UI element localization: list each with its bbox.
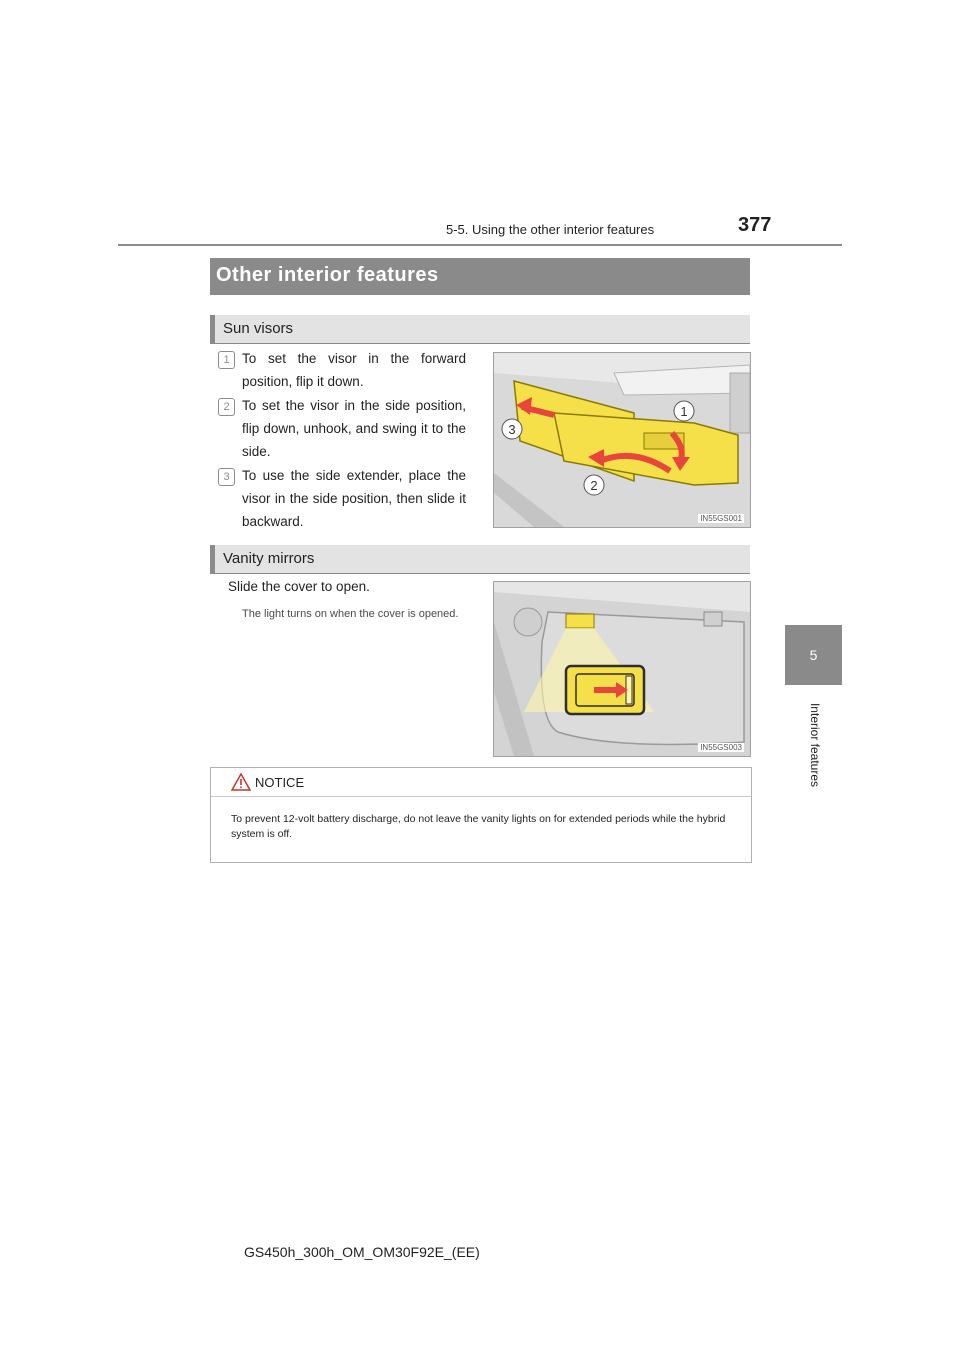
vanity-note: The light turns on when the cover is opened. — [242, 608, 459, 620]
page-title-bar — [210, 258, 750, 295]
svg-text:2: 2 — [590, 478, 598, 493]
step-text-2: To set the visor in the side position, flip down, unhook, and swing it to the side. — [242, 398, 466, 459]
step-text-1: To set the visor in the forward position, flip it down. — [242, 351, 466, 389]
image-code: IN55GS003 — [700, 743, 742, 752]
vanity-mirror-illustration — [493, 581, 751, 757]
page-title: Other interior features — [216, 264, 439, 286]
notice-heading: NOTICE — [255, 775, 305, 790]
heading-marker — [210, 315, 215, 343]
vanity-mirror-drawing — [494, 582, 750, 756]
chapter-title: Interior features — [808, 702, 822, 788]
svg-text:3: 3 — [508, 422, 516, 437]
vanity-instruction: Slide the cover to open. — [228, 579, 370, 594]
notice-text: To prevent 12-volt battery discharge, do not leave the vanity lights on for extended periods while the hybrid system is off. — [231, 813, 726, 840]
sun-visors-heading-bar — [210, 315, 750, 344]
svg-text:1: 1 — [680, 404, 688, 419]
step-number-2: 2 — [218, 398, 235, 416]
chapter-tab[interactable] — [785, 625, 842, 685]
image-code: IN55GS001 — [700, 514, 742, 523]
step-number-1: 1 — [218, 351, 235, 369]
callout-2 — [584, 475, 604, 495]
vanity-mirrors-heading: Vanity mirrors — [223, 550, 315, 567]
notice-header — [211, 768, 751, 797]
chapter-caption — [805, 690, 825, 800]
step-number-3: 3 — [218, 468, 235, 486]
page-number: 377 — [738, 214, 772, 236]
section-label: 5-5. Using the other interior features — [446, 222, 655, 237]
sun-visor-illustration — [493, 352, 751, 528]
sun-visor-drawing — [494, 353, 750, 527]
header-divider — [118, 244, 842, 246]
step-text-3: To use the side extender, place the visor in the side position, then slide it backward. — [242, 468, 466, 529]
warning-triangle-icon — [231, 773, 251, 791]
document-code-footer: GS450h_300h_OM_OM30F92E_(EE) — [244, 1244, 480, 1260]
callout-3 — [502, 419, 522, 439]
notice-box — [210, 767, 752, 863]
heading-marker — [210, 545, 215, 573]
sun-visors-heading: Sun visors — [223, 320, 294, 337]
vanity-mirrors-heading-bar — [210, 545, 750, 574]
chapter-number: 5 — [809, 647, 818, 663]
callout-1 — [674, 401, 694, 421]
